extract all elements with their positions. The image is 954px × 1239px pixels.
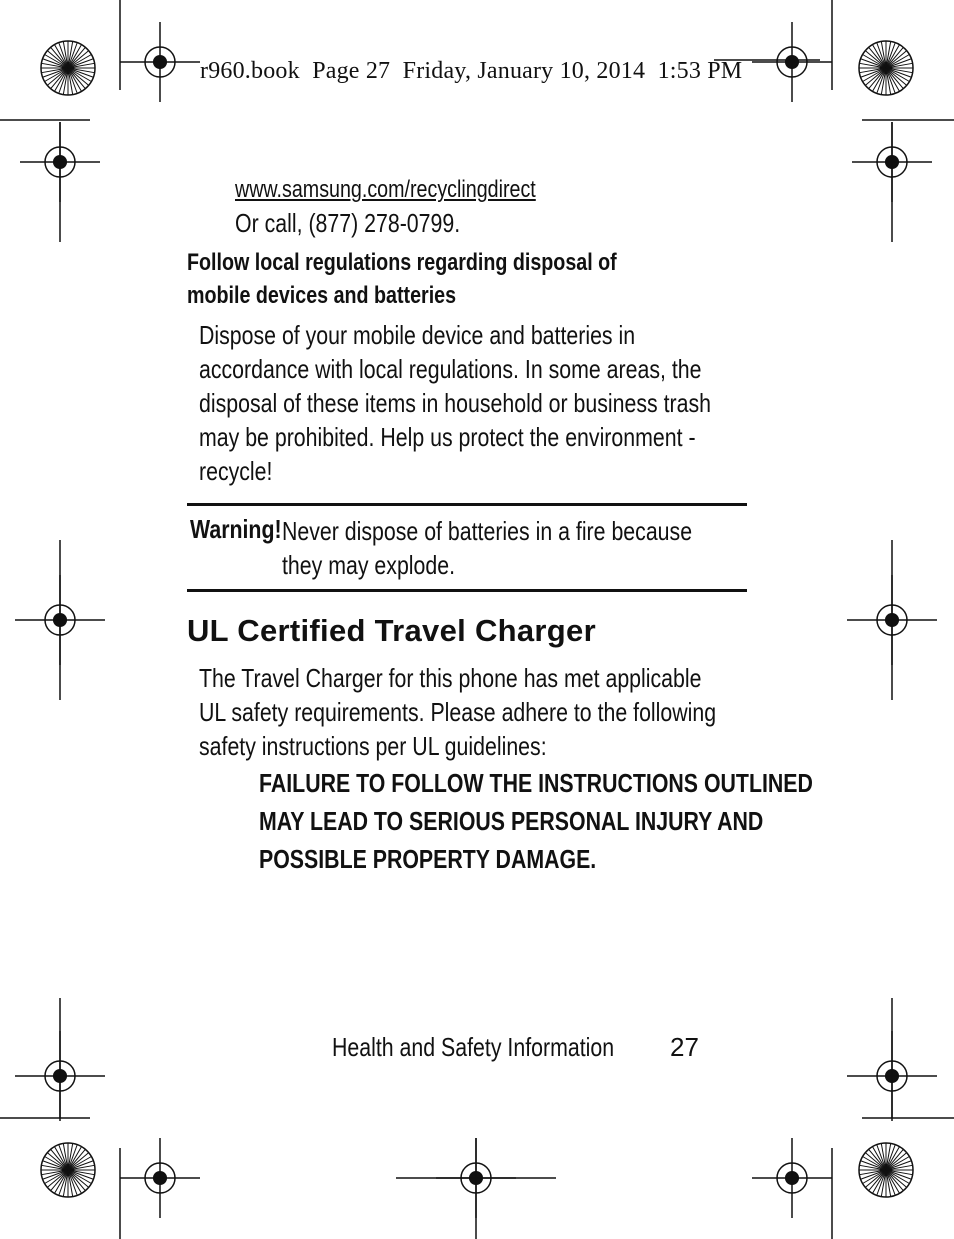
caution-line: MAY LEAD TO SERIOUS PERSONAL INJURY AND [259,806,764,836]
paragraph-line: recycle! [199,456,273,486]
paragraph-line: may be prohibited. Help us protect the environment - [199,422,696,452]
paragraph-line: Dispose of your mobile device and batteries in [199,320,636,350]
caution-line: POSSIBLE PROPERTY DAMAGE. [259,844,597,874]
warning-text [282,514,782,582]
footer-section-label: Health and Safety Information [332,1032,615,1062]
paragraph-line: disposal of these items in household or business trash [199,388,711,418]
caution-block [259,764,935,878]
disposal-paragraph [199,318,823,488]
warning-label: Warning! [190,514,282,544]
disposal-heading-line: mobile devices and batteries [187,282,457,309]
footer-page-number: 27 [670,1032,699,1062]
recycling-phone: Or call, (877) 278-0799. [235,208,461,238]
printer-slug: r960.book Page 27 Friday, January 10, 2014 1:53 PM [200,58,743,84]
paragraph-line: The Travel Charger for this phone has met applicable [199,663,702,693]
warning-line: Never dispose of batteries in a fire because [282,516,693,546]
disposal-heading-line: Follow local regulations regarding disposal of [187,249,617,276]
warning-top-rule [187,503,747,506]
warning-bottom-rule [187,589,747,592]
warning-line: they may explode. [282,550,456,580]
caution-line: FAILURE TO FOLLOW THE INSTRUCTIONS OUTLINED [259,768,813,798]
section-title: UL Certified Travel Charger [187,613,596,648]
ul-paragraph [199,661,830,763]
disposal-heading [187,246,807,312]
paragraph-line: UL safety requirements. Please adhere to the following [199,697,717,727]
paragraph-line: safety instructions per UL guidelines: [199,731,547,761]
recycling-link[interactable]: www.samsung.com/recyclingdirect [235,176,536,203]
paragraph-line: accordance with local regulations. In some areas, the [199,354,702,384]
